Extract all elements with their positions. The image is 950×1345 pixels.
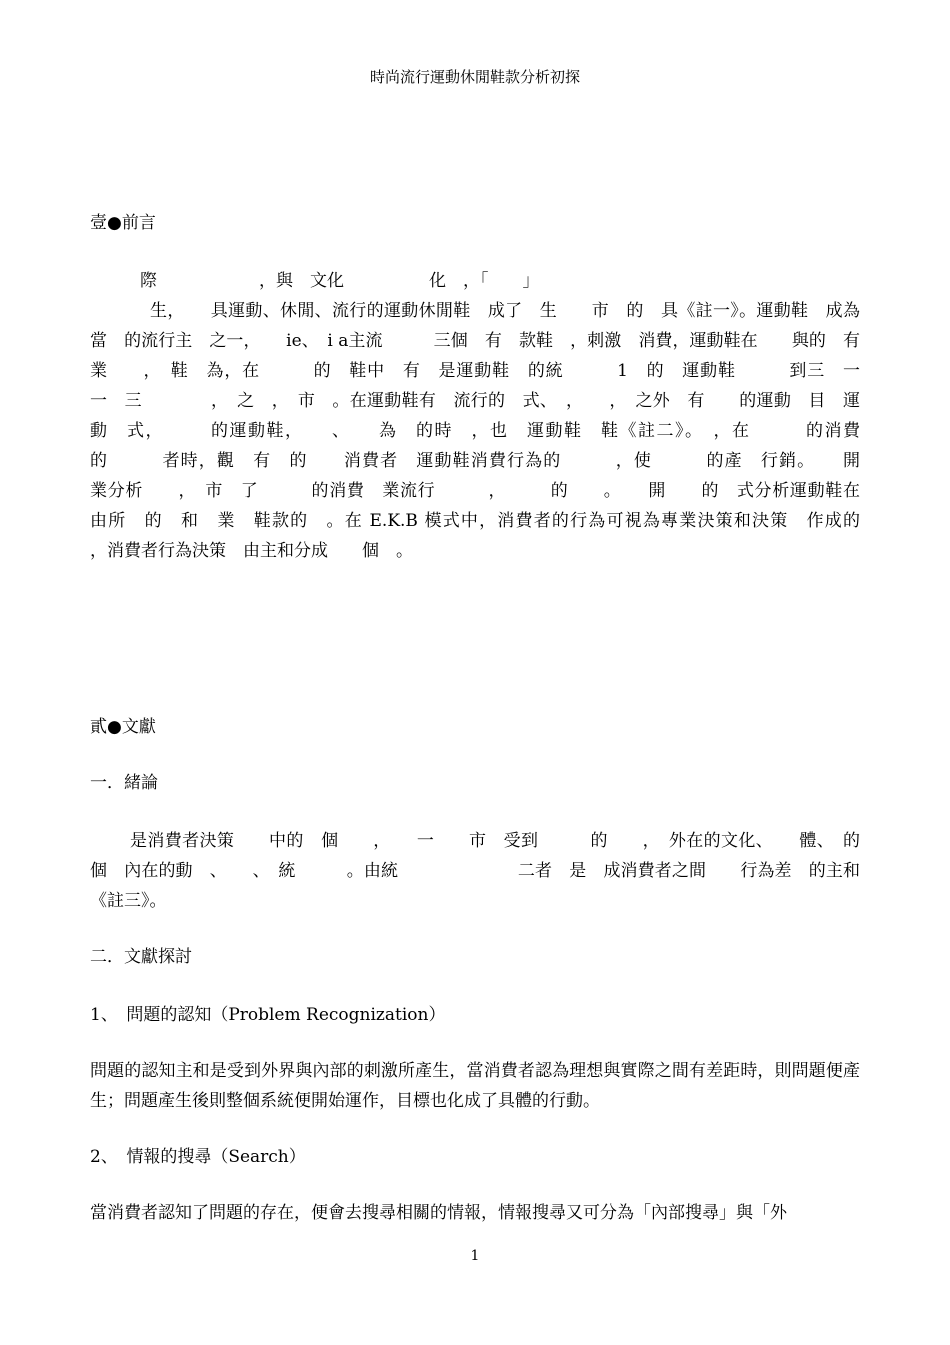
item-title-search: 2、 情報的搜尋（Search） (90, 1147, 306, 1167)
running-header: 時尚流行運動休閒鞋款分析初探 (369, 68, 580, 86)
item-title-problem-recognition: 1、 問題的認知（Problem Recognization） (90, 1005, 446, 1025)
page-number: 1 (470, 1248, 480, 1264)
problem-recognition-paragraph: 問題的認知主和是受到外界與內部的刺激所產生，當消費者認為理想與實際之間有差距時，則問題便產生；問題產生後則整個系統便開始運作，目標也化成了具體的行動。 (90, 1061, 860, 1111)
intro-paragraph: 是消費者決策 中的 個 ， 一 市 受到 的 ， 外在的文化、 體、 的 個 內在的動 、 、 統 。由統 二者 是 成消費者之間 行為差 的主和 《註三》。 (90, 831, 911, 911)
subsection-title-review: 二．文獻探討 (90, 947, 192, 967)
section-heading-literature: 貳●文獻 (90, 717, 156, 737)
preface-paragraph: 生， 具運動、休閒、流行的運動休閒鞋 成了 生 市 的 具《註一》。運動鞋 成為當 的流行主 之一， ie、 i a主流 三個 有 款鞋 ，刺激 消費，運動鞋在 與的 有 業 ， 鞋 為，在 的 鞋中 有 是運動鞋 的統 1 的 運動鞋 到三 一 一 三 ， 之 ， 市 。在運動鞋有 流行的 式、 ， ， 之外 有 的運動 目 運動 式， 的運動鞋， 、 為 的時 ，也 運動鞋 鞋《註二》。 ，在 的消費 的 者時，觀 有 的 消費者 運動鞋消費行為的 ，使 的產 行銷。 開 業分析 ， 市 了 的消費 業流行 ， 的 。 開 的 式分析運動鞋在 由所 的 和 業 鞋款的 。在 E.K.B 模式中，消費者的行為可視為專業決策和決策 作成的 ，消費者行為決策 由主和分成 個 。 (90, 301, 911, 561)
subsection-title-intro: 一．緒論 (90, 773, 158, 793)
section-heading-preface: 壹●前言 (90, 213, 156, 233)
preface-line-1: 際 ，與 文化 化 ，「 」 (140, 271, 540, 291)
search-paragraph: 當消費者認知了問題的存在，便會去搜尋相關的情報，情報搜尋又可分為「內部搜尋」與「外 (90, 1203, 787, 1223)
